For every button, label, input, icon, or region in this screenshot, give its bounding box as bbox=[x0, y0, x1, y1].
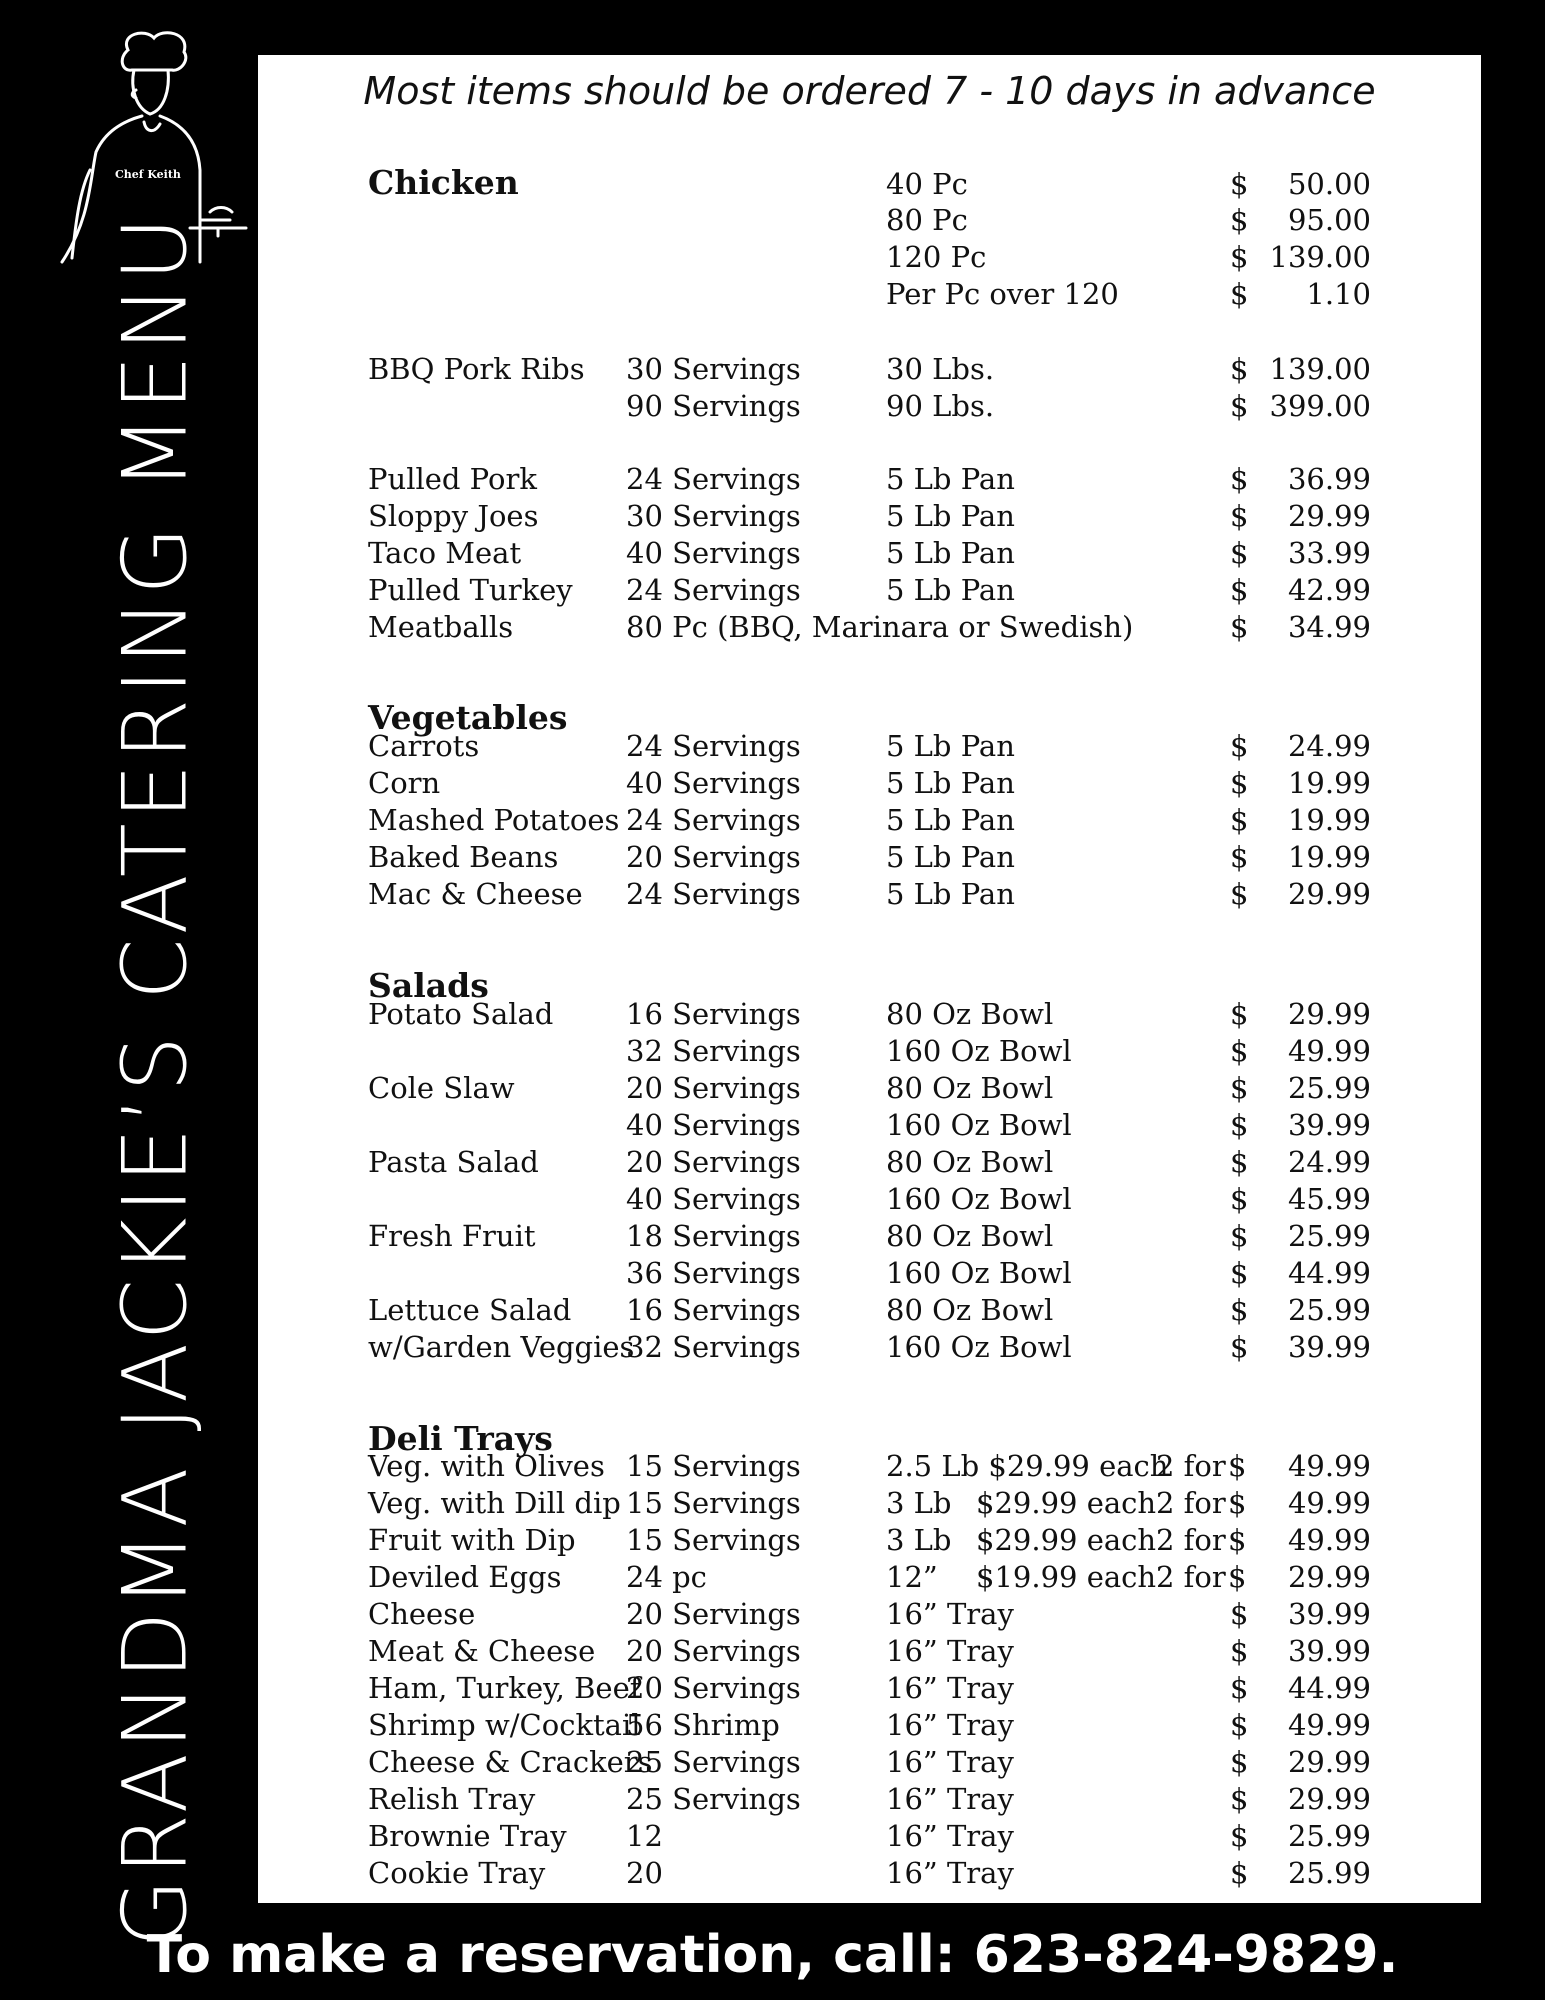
item-price: 50.00 bbox=[1287, 167, 1371, 201]
item-name: Mac & Cheese bbox=[368, 877, 583, 911]
item-name: Fresh Fruit bbox=[368, 1219, 536, 1253]
item-servings: 30 Servings bbox=[626, 352, 801, 386]
menu-row bbox=[258, 389, 1481, 426]
item-currency: $ bbox=[1230, 1597, 1249, 1631]
item-servings: 12 bbox=[626, 1819, 663, 1853]
item-name: Meatballs bbox=[368, 610, 514, 644]
menu-row bbox=[258, 997, 1481, 1034]
item-size: 5 Lb Pan bbox=[886, 729, 1015, 763]
item-size: 160 Oz Bowl bbox=[886, 1256, 1072, 1290]
item-price: 24.99 bbox=[1287, 729, 1371, 763]
logo-text: Chef Keith bbox=[115, 168, 181, 181]
item-size: 16” Tray bbox=[886, 1634, 1014, 1668]
item-name: Brownie Tray bbox=[368, 1819, 567, 1853]
item-currency: $ bbox=[1230, 1856, 1249, 1890]
item-price: 49.99 bbox=[1287, 1449, 1371, 1483]
item-name: Cheese & Crackers bbox=[368, 1745, 653, 1779]
menu-row bbox=[258, 240, 1481, 277]
item-price: 49.99 bbox=[1287, 1523, 1371, 1557]
item-currency: $ bbox=[1230, 1071, 1249, 1105]
item-each-price: $29.99 each bbox=[976, 1486, 1157, 1520]
item-currency: $ bbox=[1230, 1634, 1249, 1668]
item-size: 30 Lbs. bbox=[886, 352, 995, 386]
menu-row bbox=[258, 1256, 1481, 1293]
item-name: Cheese bbox=[368, 1597, 476, 1631]
item-currency: $ bbox=[1230, 803, 1249, 837]
item-servings: 40 Servings bbox=[626, 1182, 801, 1216]
item-price: 24.99 bbox=[1287, 1145, 1371, 1179]
item-servings: 20 Servings bbox=[626, 1145, 801, 1179]
item-price: 95.00 bbox=[1287, 203, 1371, 237]
item-currency: $ bbox=[1228, 1486, 1247, 1520]
menu-row bbox=[258, 536, 1481, 573]
item-price: 1.10 bbox=[1306, 277, 1371, 311]
item-size: 16” Tray bbox=[886, 1782, 1014, 1816]
menu-row bbox=[258, 1708, 1481, 1745]
item-name: Veg. with Olives bbox=[368, 1449, 605, 1483]
menu-row bbox=[258, 163, 1481, 204]
item-currency: $ bbox=[1228, 1523, 1247, 1557]
menu-page bbox=[258, 55, 1481, 1903]
item-size: 12” bbox=[886, 1560, 938, 1594]
item-size: 80 Oz Bowl bbox=[886, 1145, 1054, 1179]
item-name: Cole Slaw bbox=[368, 1071, 515, 1105]
menu-row bbox=[258, 1182, 1481, 1219]
item-currency: $ bbox=[1228, 1560, 1247, 1594]
item-price: 34.99 bbox=[1287, 610, 1371, 644]
menu-row bbox=[258, 1597, 1481, 1634]
item-name: Cookie Tray bbox=[368, 1856, 546, 1890]
item-currency: $ bbox=[1230, 1219, 1249, 1253]
item-name: Fruit with Dip bbox=[368, 1523, 576, 1557]
menu-row bbox=[258, 1819, 1481, 1856]
item-currency: $ bbox=[1230, 1819, 1249, 1853]
item-price: 45.99 bbox=[1287, 1182, 1371, 1216]
item-currency: $ bbox=[1230, 1708, 1249, 1742]
item-size: 80 Oz Bowl bbox=[886, 1071, 1054, 1105]
item-price: 29.99 bbox=[1287, 1745, 1371, 1779]
item-size: 16” Tray bbox=[886, 1856, 1014, 1890]
item-currency: $ bbox=[1230, 499, 1249, 533]
menu-row bbox=[258, 803, 1481, 840]
item-servings: 15 Servings bbox=[626, 1523, 801, 1557]
menu-row bbox=[258, 840, 1481, 877]
item-currency: $ bbox=[1230, 203, 1249, 237]
item-servings: 40 Servings bbox=[626, 536, 801, 570]
item-price: 42.99 bbox=[1287, 573, 1371, 607]
item-price: 29.99 bbox=[1287, 997, 1371, 1031]
item-size: 5 Lb Pan bbox=[886, 766, 1015, 800]
item-currency: $ bbox=[1230, 840, 1249, 874]
menu-row bbox=[258, 1745, 1481, 1782]
item-servings: 15 Servings bbox=[626, 1449, 801, 1483]
item-servings: 80 Pc (BBQ, Marinara or Swedish) bbox=[626, 610, 1134, 644]
item-currency: $ bbox=[1230, 1330, 1249, 1364]
item-size: Per Pc over 120 bbox=[886, 277, 1119, 311]
menu-row bbox=[258, 1671, 1481, 1708]
item-price: 25.99 bbox=[1287, 1219, 1371, 1253]
item-size: 80 Oz Bowl bbox=[886, 1219, 1054, 1253]
item-size: 5 Lb Pan bbox=[886, 803, 1015, 837]
item-size: 5 Lb Pan bbox=[886, 462, 1015, 496]
item-size: 5 Lb Pan bbox=[886, 840, 1015, 874]
item-size: 160 Oz Bowl bbox=[886, 1108, 1072, 1142]
item-currency: $ bbox=[1230, 766, 1249, 800]
menu-row bbox=[258, 877, 1481, 914]
item-price: 25.99 bbox=[1287, 1293, 1371, 1327]
section-heading-salads: Salads bbox=[368, 966, 489, 1005]
menu-row bbox=[258, 1108, 1481, 1145]
item-size: 3 Lb bbox=[886, 1486, 952, 1520]
item-price: 29.99 bbox=[1287, 1782, 1371, 1816]
menu-row bbox=[258, 1634, 1481, 1671]
item-price: 33.99 bbox=[1287, 536, 1371, 570]
item-servings: 25 Servings bbox=[626, 1745, 801, 1779]
item-price: 44.99 bbox=[1287, 1256, 1371, 1290]
item-name: Baked Beans bbox=[368, 840, 559, 874]
menu-row bbox=[258, 766, 1481, 803]
item-servings: 24 pc bbox=[626, 1560, 707, 1594]
item-name: Ham, Turkey, Beef bbox=[368, 1671, 641, 1705]
item-name: Pulled Turkey bbox=[368, 573, 573, 607]
item-currency: $ bbox=[1230, 1108, 1249, 1142]
menu-title: GRANDMA JACKIE’S CATERING MENU bbox=[103, 212, 207, 1948]
item-price: 36.99 bbox=[1287, 462, 1371, 496]
item-servings: 90 Servings bbox=[626, 389, 801, 423]
item-name: Potato Salad bbox=[368, 997, 554, 1031]
item-price: 29.99 bbox=[1287, 1560, 1371, 1594]
menu-row bbox=[258, 1034, 1481, 1071]
item-servings: 20 Servings bbox=[626, 1597, 801, 1631]
menu-row bbox=[258, 1449, 1481, 1486]
item-servings: 18 Servings bbox=[626, 1219, 801, 1253]
item-currency: $ bbox=[1230, 389, 1249, 423]
item-name: w/Garden Veggies bbox=[368, 1330, 635, 1364]
item-servings: 20 Servings bbox=[626, 1634, 801, 1668]
item-each-price: $19.99 each bbox=[976, 1560, 1157, 1594]
item-currency: $ bbox=[1230, 1782, 1249, 1816]
item-price: 49.99 bbox=[1287, 1034, 1371, 1068]
menu-row bbox=[258, 1560, 1481, 1597]
item-servings: 56 Shrimp bbox=[626, 1708, 780, 1742]
item-two-for: 2 for bbox=[1156, 1449, 1226, 1483]
item-currency: $ bbox=[1230, 240, 1249, 274]
menu-row bbox=[258, 1219, 1481, 1256]
menu-row bbox=[258, 729, 1481, 766]
item-servings: 16 Servings bbox=[626, 1293, 801, 1327]
item-servings: 32 Servings bbox=[626, 1034, 801, 1068]
item-size: 2.5 Lb $29.99 each bbox=[886, 1449, 1169, 1483]
item-name: Relish Tray bbox=[368, 1782, 536, 1816]
item-size: 90 Lbs. bbox=[886, 389, 995, 423]
item-size: 80 Oz Bowl bbox=[886, 997, 1054, 1031]
item-currency: $ bbox=[1230, 610, 1249, 644]
item-currency: $ bbox=[1230, 877, 1249, 911]
reservation-footer: To make a reservation, call: 623-824-9829. bbox=[146, 1925, 1399, 1985]
item-servings: 40 Servings bbox=[626, 766, 801, 800]
item-servings: 20 Servings bbox=[626, 1071, 801, 1105]
item-price: 139.00 bbox=[1269, 240, 1371, 274]
item-price: 19.99 bbox=[1287, 766, 1371, 800]
item-price: 19.99 bbox=[1287, 803, 1371, 837]
item-price: 399.00 bbox=[1269, 389, 1371, 423]
item-servings: 24 Servings bbox=[626, 729, 801, 763]
item-currency: $ bbox=[1230, 536, 1249, 570]
menu-row bbox=[258, 1145, 1481, 1182]
item-servings: 24 Servings bbox=[626, 803, 801, 837]
item-size: 16” Tray bbox=[886, 1597, 1014, 1631]
item-currency: $ bbox=[1230, 573, 1249, 607]
item-size: 16” Tray bbox=[886, 1819, 1014, 1853]
item-size: 80 Oz Bowl bbox=[886, 1293, 1054, 1327]
item-currency: $ bbox=[1230, 277, 1249, 311]
menu-row bbox=[258, 499, 1481, 536]
item-name: Deviled Eggs bbox=[368, 1560, 562, 1594]
item-price: 39.99 bbox=[1287, 1597, 1371, 1631]
menu-row bbox=[258, 462, 1481, 499]
item-size: 160 Oz Bowl bbox=[886, 1182, 1072, 1216]
menu-row bbox=[258, 1782, 1481, 1819]
item-servings: 40 Servings bbox=[626, 1108, 801, 1142]
item-currency: $ bbox=[1230, 1034, 1249, 1068]
item-size: 3 Lb bbox=[886, 1523, 952, 1557]
item-size: 120 Pc bbox=[886, 240, 987, 274]
item-currency: $ bbox=[1230, 1182, 1249, 1216]
item-name: Sloppy Joes bbox=[368, 499, 539, 533]
item-price: 39.99 bbox=[1287, 1108, 1371, 1142]
menu-row bbox=[258, 203, 1481, 240]
menu-row bbox=[258, 1293, 1481, 1330]
item-name: BBQ Pork Ribs bbox=[368, 352, 585, 386]
item-servings: 15 Servings bbox=[626, 1486, 801, 1520]
item-currency: $ bbox=[1230, 1671, 1249, 1705]
item-currency: $ bbox=[1230, 729, 1249, 763]
menu-row bbox=[258, 1330, 1481, 1367]
item-currency: $ bbox=[1230, 1293, 1249, 1327]
item-servings: 32 Servings bbox=[626, 1330, 801, 1364]
item-two-for: 2 for bbox=[1156, 1523, 1226, 1557]
item-size: 16” Tray bbox=[886, 1671, 1014, 1705]
menu-row bbox=[258, 277, 1481, 314]
item-currency: $ bbox=[1230, 167, 1249, 201]
item-servings: 24 Servings bbox=[626, 462, 801, 496]
menu-row bbox=[258, 352, 1481, 389]
menu-row bbox=[258, 1486, 1481, 1523]
item-servings: 24 Servings bbox=[626, 877, 801, 911]
item-price: 39.99 bbox=[1287, 1330, 1371, 1364]
menu-row bbox=[258, 1523, 1481, 1560]
item-currency: $ bbox=[1230, 1256, 1249, 1290]
item-currency: $ bbox=[1230, 997, 1249, 1031]
item-price: 25.99 bbox=[1287, 1071, 1371, 1105]
menu-row bbox=[258, 1856, 1481, 1893]
advance-note: Most items should be ordered 7 - 10 days in advance bbox=[363, 69, 1376, 113]
item-servings: 24 Servings bbox=[626, 573, 801, 607]
item-servings: 30 Servings bbox=[626, 499, 801, 533]
item-two-for: 2 for bbox=[1156, 1560, 1226, 1594]
item-currency: $ bbox=[1230, 352, 1249, 386]
item-currency: $ bbox=[1230, 1145, 1249, 1179]
item-servings: 20 Servings bbox=[626, 1671, 801, 1705]
item-price: 19.99 bbox=[1287, 840, 1371, 874]
item-price: 139.00 bbox=[1269, 352, 1371, 386]
item-each-price: $29.99 each bbox=[976, 1523, 1157, 1557]
item-servings: 16 Servings bbox=[626, 997, 801, 1031]
item-name: Mashed Potatoes bbox=[368, 803, 620, 837]
item-price: 39.99 bbox=[1287, 1634, 1371, 1668]
section-heading-deli-trays: Deli Trays bbox=[368, 1419, 553, 1458]
item-currency: $ bbox=[1228, 1449, 1247, 1483]
item-servings: 20 Servings bbox=[626, 840, 801, 874]
item-name: Shrimp w/Cocktail bbox=[368, 1708, 641, 1742]
item-price: 25.99 bbox=[1287, 1819, 1371, 1853]
item-price: 29.99 bbox=[1287, 877, 1371, 911]
item-currency: $ bbox=[1230, 462, 1249, 496]
item-name: Chicken bbox=[368, 163, 519, 202]
item-name: Pulled Pork bbox=[368, 462, 537, 496]
item-name: Corn bbox=[368, 766, 441, 800]
item-size: 5 Lb Pan bbox=[886, 536, 1015, 570]
item-price: 49.99 bbox=[1287, 1486, 1371, 1520]
item-size: 160 Oz Bowl bbox=[886, 1034, 1072, 1068]
item-size: 160 Oz Bowl bbox=[886, 1330, 1072, 1364]
menu-row bbox=[258, 1071, 1481, 1108]
item-price: 29.99 bbox=[1287, 499, 1371, 533]
item-size: 40 Pc bbox=[886, 167, 968, 201]
section-heading-vegetables: Vegetables bbox=[368, 698, 568, 737]
item-size: 5 Lb Pan bbox=[886, 877, 1015, 911]
item-price: 49.99 bbox=[1287, 1708, 1371, 1742]
item-servings: 20 bbox=[626, 1856, 663, 1890]
item-size: 5 Lb Pan bbox=[886, 573, 1015, 607]
item-price: 25.99 bbox=[1287, 1856, 1371, 1890]
item-name: Taco Meat bbox=[368, 536, 522, 570]
item-name: Carrots bbox=[368, 729, 480, 763]
item-name: Veg. with Dill dip bbox=[368, 1486, 621, 1520]
item-servings: 25 Servings bbox=[626, 1782, 801, 1816]
item-size: 16” Tray bbox=[886, 1708, 1014, 1742]
item-name: Meat & Cheese bbox=[368, 1634, 596, 1668]
item-two-for: 2 for bbox=[1156, 1486, 1226, 1520]
item-currency: $ bbox=[1230, 1745, 1249, 1779]
item-size: 80 Pc bbox=[886, 203, 968, 237]
item-size: 16” Tray bbox=[886, 1745, 1014, 1779]
item-name: Lettuce Salad bbox=[368, 1293, 572, 1327]
item-name: Pasta Salad bbox=[368, 1145, 539, 1179]
item-servings: 36 Servings bbox=[626, 1256, 801, 1290]
menu-row bbox=[258, 573, 1481, 610]
menu-row bbox=[258, 610, 1481, 647]
item-size: 5 Lb Pan bbox=[886, 499, 1015, 533]
item-price: 44.99 bbox=[1287, 1671, 1371, 1705]
